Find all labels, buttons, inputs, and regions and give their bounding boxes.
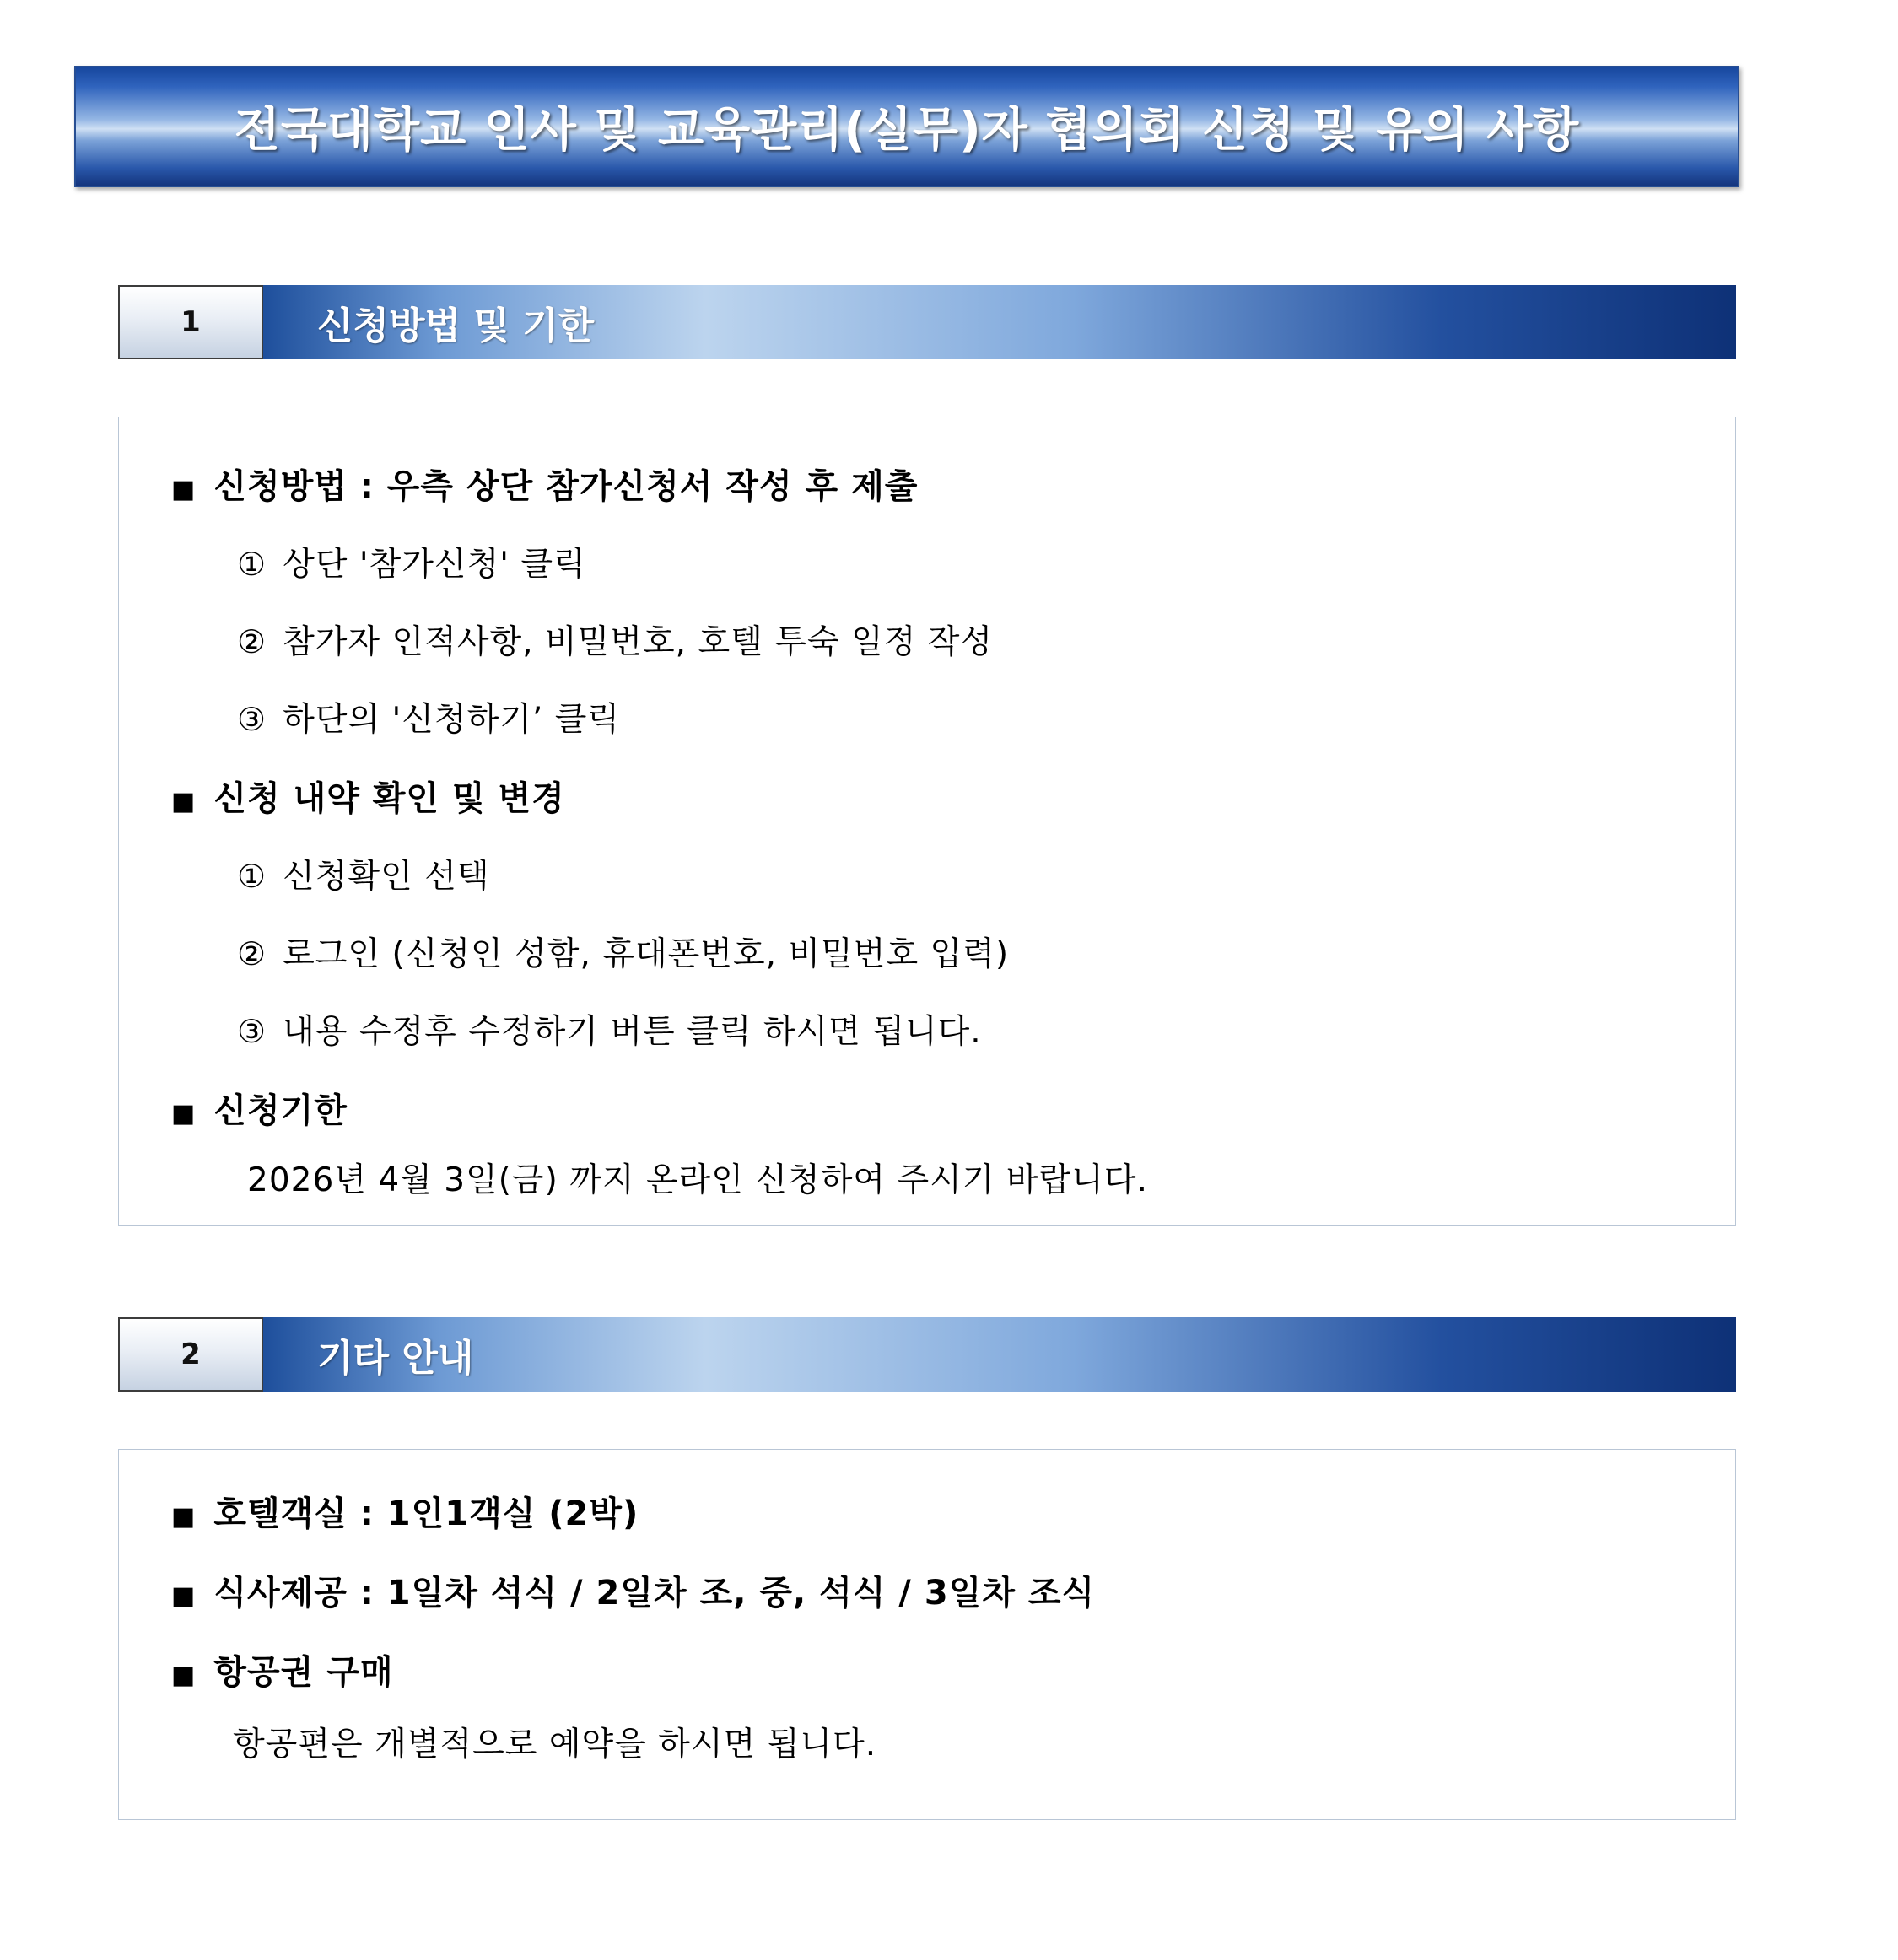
bullet-text-s2-b3: 항공권 구매: [213, 1653, 394, 1692]
list-item-text-s1-b2-1: 신청확인 선택: [283, 858, 490, 896]
circled-number-icon: ②: [237, 935, 267, 972]
section-title-bar-2: [263, 1317, 1736, 1392]
list-item-text-s1-b1-2: 참가자 인적사항, 비밀번호, 호텔 투숙 일정 작성: [283, 623, 994, 661]
bullet-text-s1-b3: 신청기한: [213, 1091, 348, 1130]
section-header-2: [118, 1317, 1736, 1392]
section-heading-1: 신청방법 및 기한: [317, 304, 595, 347]
circled-number-icon: ②: [237, 623, 267, 660]
note-text-s2-b3: 항공편은 개별적으로 예약을 하시면 됩니다.: [233, 1726, 877, 1763]
list-item-s1-b1-3: [237, 693, 620, 740]
bullet-line-s1-b1: [171, 460, 918, 508]
list-item-text-s1-b2-2: 로그인 (신청인 성함, 휴대폰번호, 비밀번호 입력): [283, 935, 1010, 973]
list-item-s1-b2-1: [237, 850, 490, 897]
square-bullet-icon: ■: [171, 475, 196, 504]
list-item-s1-b1-2: [237, 616, 993, 663]
section-number-1: 1: [118, 285, 263, 359]
bullet-line-s2-b2: [171, 1566, 1095, 1614]
list-item-s1-b2-2: [237, 928, 1009, 975]
list-item-s1-b2-3: [237, 1005, 982, 1053]
bullet-line-s2-b3: [171, 1645, 394, 1693]
bullet-line-s2-b1: [171, 1487, 639, 1535]
square-bullet-icon: ■: [171, 1502, 196, 1532]
circled-number-icon: ③: [237, 1013, 267, 1050]
note-text-s1-b3: 2026년 4월 3일(금) 까지 온라인 신청하여 주시기 바랍니다.: [247, 1161, 1148, 1199]
section-heading-2: 기타 안내: [317, 1337, 474, 1380]
section-content-1: [118, 417, 1736, 1226]
section-header-1: [118, 285, 1736, 359]
square-bullet-icon: ■: [171, 787, 196, 816]
square-bullet-icon: ■: [171, 1661, 196, 1690]
circled-number-icon: ①: [237, 546, 267, 583]
section-number-2: 2: [118, 1317, 263, 1392]
section-title-bar-1: [263, 285, 1736, 359]
document-title-banner: [74, 66, 1739, 187]
list-item-text-s1-b1-3: 하단의 '신청하기’ 클릭: [283, 701, 621, 739]
bullet-text-s2-b1: 호텔객실 : 1인1객실 (2박): [213, 1494, 639, 1533]
list-item-text-s1-b2-3: 내용 수정후 수정하기 버튼 클릭 하시면 됩니다.: [283, 1013, 982, 1051]
note-line-s2-b3: [233, 1718, 876, 1765]
circled-number-icon: ①: [237, 858, 267, 895]
bullet-text-s1-b1: 신청방법 : 우측 상단 참가신청서 작성 후 제출: [213, 467, 919, 506]
list-item-text-s1-b1-1: 상단 '참가신청' 클릭: [283, 546, 586, 584]
section-content-2: [118, 1449, 1736, 1820]
page-title: 전국대학교 인사 및 교육관리(실무)자 협의회 신청 및 유의 사항: [234, 103, 1580, 158]
note-line-s1-b3: [247, 1154, 1148, 1201]
circled-number-icon: ③: [237, 701, 267, 738]
square-bullet-icon: ■: [171, 1581, 196, 1611]
bullet-line-s1-b2: [171, 772, 565, 820]
bullet-text-s1-b2: 신청 내약 확인 및 변경: [213, 779, 565, 818]
bullet-line-s1-b3: [171, 1084, 348, 1132]
square-bullet-icon: ■: [171, 1099, 196, 1128]
bullet-text-s2-b2: 식사제공 : 1일차 석식 / 2일차 조, 중, 석식 / 3일차 조식: [213, 1574, 1096, 1613]
list-item-s1-b1-1: [237, 538, 586, 585]
